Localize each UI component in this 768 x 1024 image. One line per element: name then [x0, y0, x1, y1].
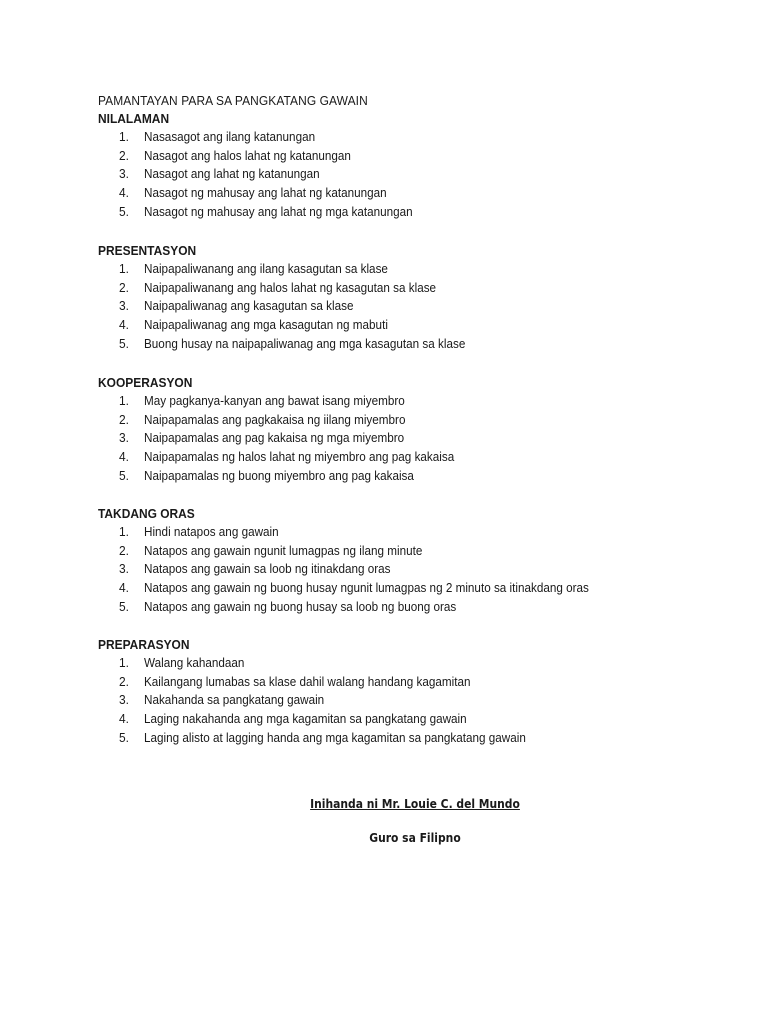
item-text: Buong husay na naipapaliwanag ang mga kasagutan sa klase: [144, 335, 466, 351]
item-text: Natapos ang gawain ngunit lumagpas ng ilang minute: [144, 542, 423, 558]
list-item: [98, 673, 471, 692]
list-item: [98, 279, 437, 298]
item-number: 2.: [119, 542, 129, 558]
list-item: [98, 260, 388, 279]
item-number: 4.: [119, 317, 129, 333]
item-number: 1.: [119, 524, 129, 539]
teacher-role: Guro sa Filipno: [369, 830, 461, 845]
item-text: Nasasagot ang ilang katanungan: [144, 129, 316, 144]
item-number: 2.: [119, 279, 129, 295]
item-number: 4.: [119, 711, 129, 727]
item-number: 2.: [119, 411, 129, 427]
list-item: [98, 560, 391, 579]
item-text: Nasagot ang halos lahat ng katanungan: [144, 147, 351, 163]
item-text: Walang kahandaan: [144, 655, 245, 670]
section-heading: TAKDANG ORAS: [98, 506, 195, 521]
item-text: Natapos ang gawain ng buong husay ngunit lumagpas ng 2 minuto sa itinakdang oras: [144, 580, 589, 596]
section-preparasyon: [98, 635, 526, 747]
item-number: 4.: [119, 185, 129, 201]
item-text: Naipapaliwanang ang halos lahat ng kasagutan sa klase: [144, 279, 437, 295]
item-number: 5.: [119, 598, 129, 614]
item-text: Naipapaliwanag ang kasagutan sa klase: [144, 298, 354, 314]
item-number: 3.: [119, 561, 129, 577]
item-text: Kailangang lumabas sa klase dahil walang handang kagamitan: [144, 673, 471, 689]
item-text: Naipapamalas ng buong miyembro ang pag kakaisa: [144, 467, 414, 483]
list-item: [98, 654, 245, 673]
section-takdang-oras: [98, 504, 589, 616]
item-number: 1.: [119, 261, 129, 276]
item-text: Naipapamalas ang pagkakaisa ng iilang miyembro: [144, 411, 406, 427]
item-text: May pagkanya-kanyan ang bawat isang miyembro: [144, 393, 405, 408]
item-number: 5.: [119, 203, 129, 219]
item-number: 4.: [119, 449, 129, 465]
list-item: [98, 579, 589, 598]
item-text: Nakahanda sa pangkatang gawain: [144, 692, 325, 708]
item-text: Naipapaliwanag ang mga kasagutan ng mabuti: [144, 317, 388, 333]
item-number: 5.: [119, 467, 129, 483]
list-item: [98, 729, 526, 748]
item-text: Natapos ang gawain ng buong husay sa loob ng buong oras: [144, 598, 457, 614]
item-number: 1.: [119, 655, 129, 670]
list-item: [98, 429, 405, 448]
list-item: [98, 184, 387, 203]
item-number: 3.: [119, 298, 129, 314]
item-number: 1.: [119, 393, 129, 408]
section-presentasyon: [98, 241, 466, 353]
item-text: Naipapaliwanang ang ilang kasagutan sa klase: [144, 261, 388, 276]
item-text: Laging nakahanda ang mga kagamitan sa pangkatang gawain: [144, 711, 467, 727]
item-text: Nasagot ang lahat ng katanungan: [144, 166, 320, 182]
section-kooperasyon: [98, 373, 455, 485]
item-number: 4.: [119, 580, 129, 596]
item-number: 5.: [119, 335, 129, 351]
item-text: Naipapamalas ang pag kakaisa ng mga miyembro: [144, 430, 405, 446]
section-heading: KOOPERASYON: [98, 375, 193, 390]
list-item: [98, 710, 467, 729]
item-text: Naipapamalas ng halos lahat ng miyembro ang pag kakaisa: [144, 449, 455, 465]
list-item: [98, 147, 351, 166]
item-number: 2.: [119, 147, 129, 163]
list-item: [98, 297, 354, 316]
item-text: Natapos ang gawain sa loob ng itinakdang oras: [144, 561, 391, 577]
list-item: [98, 691, 325, 710]
item-number: 5.: [119, 729, 129, 745]
prepared-by-line: Inihanda ni Mr. Louie C. del Mundo: [310, 796, 520, 811]
item-number: 2.: [119, 673, 129, 689]
list-item: [98, 598, 457, 617]
list-item: [98, 165, 320, 184]
section-nilalaman: [98, 109, 413, 221]
list-item: [98, 316, 388, 335]
list-item: [98, 523, 279, 542]
document-title: PAMANTAYAN PARA SA PANGKATANG GAWAIN: [98, 93, 368, 108]
list-item: [98, 542, 423, 561]
list-item: [98, 392, 405, 411]
item-number: 3.: [119, 430, 129, 446]
section-heading: PRESENTASYON: [98, 243, 197, 258]
item-number: 3.: [119, 692, 129, 708]
item-text: Laging alisto at lagging handa ang mga kagamitan sa pangkatang gawain: [144, 729, 526, 745]
item-number: 1.: [119, 129, 129, 144]
list-item: [98, 128, 316, 147]
list-item: [98, 467, 414, 486]
item-text: Hindi natapos ang gawain: [144, 524, 279, 539]
list-item: [98, 448, 455, 467]
list-item: [98, 411, 406, 430]
item-number: 3.: [119, 166, 129, 182]
list-item: [98, 203, 413, 222]
section-heading: NILALAMAN: [98, 111, 170, 126]
item-text: Nasagot ng mahusay ang lahat ng mga katanungan: [144, 203, 413, 219]
section-heading: PREPARASYON: [98, 637, 190, 652]
item-text: Nasagot ng mahusay ang lahat ng katanungan: [144, 185, 387, 201]
list-item: [98, 335, 466, 354]
